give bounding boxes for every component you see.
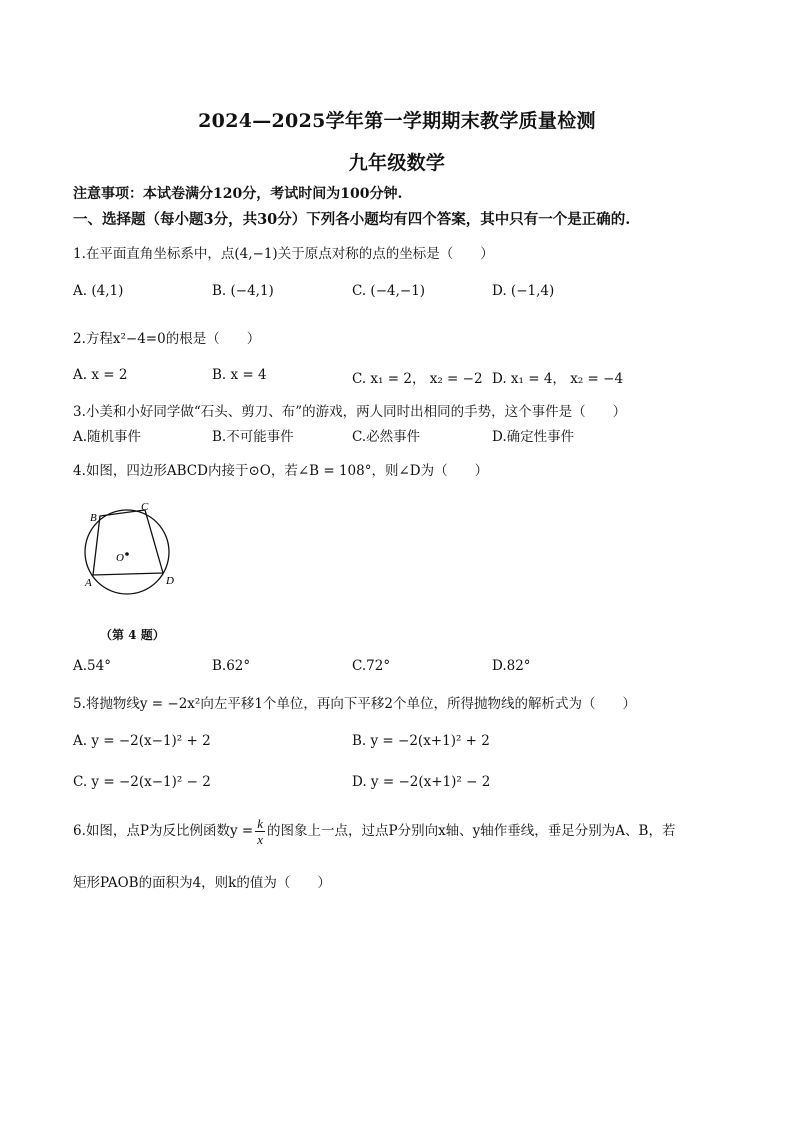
- q4-option-b: B.62°: [212, 658, 251, 674]
- q1-option-c: C. (−4,−1): [352, 283, 426, 299]
- q2-option-b: B. x = 4: [212, 367, 267, 383]
- q6-stem-before: 6.如图，点P为反比例函数y =: [73, 823, 254, 839]
- q3-option-a: A.随机事件: [73, 429, 142, 445]
- q3-option-c: C.必然事件: [352, 429, 421, 445]
- question-4-stem: 4.如图，四边形ABCD内接于⊙O，若∠B = 108°，则∠D为（ ）: [73, 463, 489, 479]
- fraction-k-over-x: [255, 817, 265, 846]
- question-5-stem: 5.将抛物线y = −2x²向左平移1个单位，再向下平移2个单位，所得抛物线的解析式为（ ）: [73, 696, 637, 712]
- q6-stem-after: 的图象上一点，过点P分别向x轴、y轴作垂线，垂足分别为A、B，若: [266, 823, 676, 839]
- circle-quadrilateral-figure: [72, 495, 192, 595]
- q5-option-c: C. y = −2(x−1)² − 2: [73, 774, 211, 790]
- q3-option-d: D.确定性事件: [492, 429, 575, 445]
- q5-option-b: B. y = −2(x+1)² + 2: [352, 733, 490, 749]
- page-title: 2024—2025学年第一学期期末教学质量检测: [198, 110, 596, 132]
- label-c: C: [141, 501, 149, 513]
- figure-caption: （第 4 题）: [100, 628, 165, 642]
- question-1-stem: 1.在平面直角坐标系中，点(4,−1)关于原点对称的点的坐标是（ ）: [73, 246, 494, 262]
- q2-option-c: C. x₁ = 2， x₂ = −2: [352, 371, 483, 387]
- notice: 注意事项：本试卷满分120分，考试时间为100分钟.: [73, 186, 403, 202]
- q5-option-a: A. y = −2(x−1)² + 2: [73, 733, 211, 749]
- q5-option-d: D. y = −2(x+1)² − 2: [352, 774, 491, 790]
- label-d: D: [166, 575, 174, 587]
- q4-option-a: A.54°: [73, 658, 111, 674]
- page-subtitle: 九年级数学: [348, 152, 446, 174]
- question-3-stem: 3.小美和小好同学做“石头、剪刀、布”的游戏，两人同时出相同的手势，这个事件是（ ）: [73, 404, 627, 420]
- q3-option-b: B.不可能事件: [212, 429, 294, 445]
- question-6-stem-line2: 矩形PAOB的面积为4，则k的值为（ ）: [73, 875, 331, 891]
- frac-denominator: x: [257, 832, 263, 847]
- q2-option-d: D. x₁ = 4， x₂ = −4: [492, 371, 624, 387]
- question-2-stem: 2.方程x²−4=0的根是（ ）: [73, 331, 261, 347]
- q1-option-a: A. (4,1): [73, 283, 124, 299]
- q1-option-b: B. (−4,1): [212, 283, 274, 299]
- q1-option-d: D. (−1,4): [492, 283, 555, 299]
- frac-numerator: k: [257, 816, 263, 831]
- q4-option-d: D.82°: [492, 658, 531, 674]
- label-b: B: [90, 512, 97, 524]
- section-heading: 一、选择题（每小题3分，共30分）下列各小题均有四个答案，其中只有一个是正确的.: [73, 211, 631, 228]
- question-6-stem: [73, 817, 675, 846]
- q4-option-c: C.72°: [352, 658, 391, 674]
- q2-option-a: A. x = 2: [73, 367, 128, 383]
- label-a: A: [85, 577, 92, 589]
- label-o: O: [116, 552, 124, 564]
